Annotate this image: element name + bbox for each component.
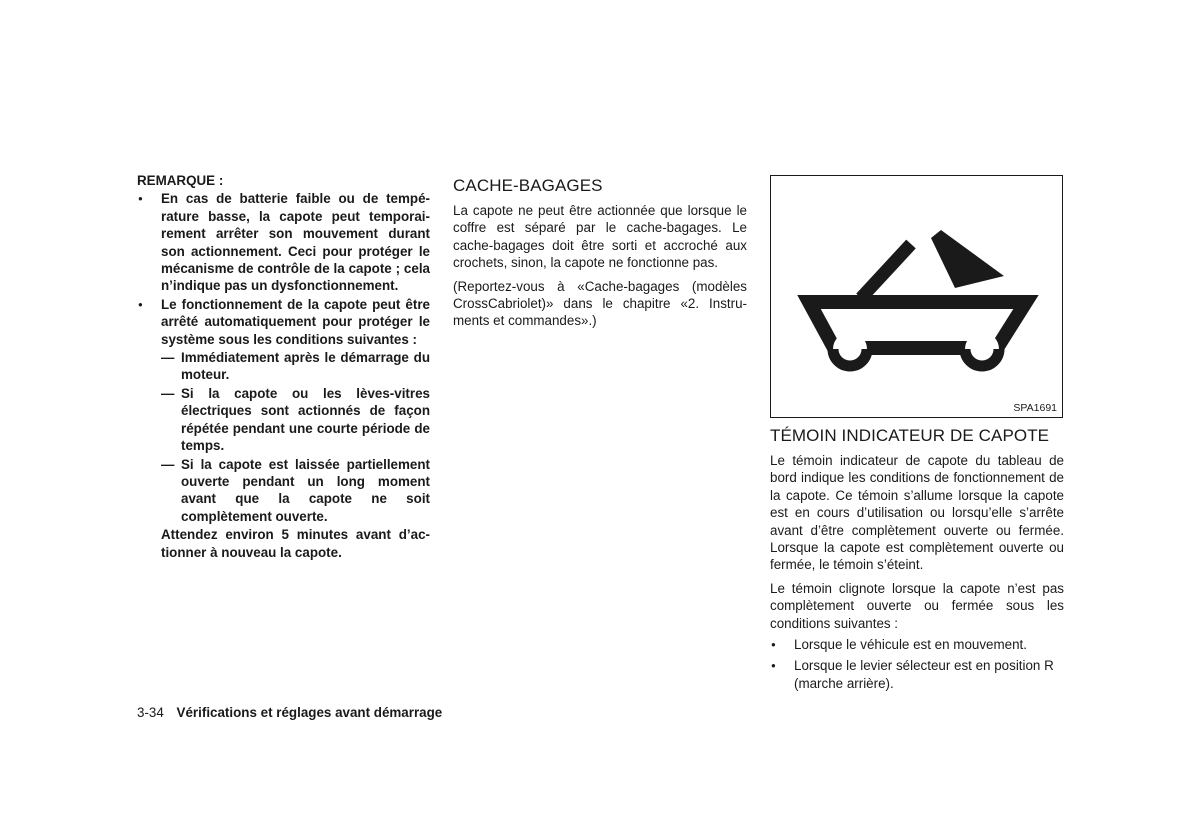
list-item [770, 657, 1064, 692]
note-bullet-2-text: Le fonctionnement de la capote peut être arrêté automatiquement pour protéger le système sous les conditions suivantes : [161, 296, 430, 347]
bullet-icon: ● [771, 640, 776, 650]
figure-box [770, 175, 1063, 418]
bullet-icon: ● [138, 299, 143, 309]
figure-code: SPA1691 [1013, 402, 1057, 414]
dash-icon: — [161, 385, 175, 401]
section-heading: CACHE-BAGAGES [453, 176, 603, 195]
list-item-text: Lorsque le véhicule est en mouvement. [794, 637, 1027, 653]
list-item [770, 636, 1064, 653]
dash-icon: — [161, 350, 175, 366]
conditions-list [161, 349, 430, 525]
condition-item-2 [161, 385, 430, 455]
note-closing: Attendez environ 5 minutes avant d’actionner à nouveau la capote. [161, 527, 430, 560]
note-bullet-1 [137, 190, 430, 294]
dash-icon: — [161, 456, 175, 472]
page-number: 3-34 [137, 705, 164, 720]
note-heading: REMARQUE : [137, 173, 224, 188]
list-item-text: Lorsque le levier sélecteur est en position R (marche arrière). [794, 658, 1054, 691]
remarque-note [137, 172, 430, 561]
condition-item-1-text: Immédiatement après le démarrage du moteur. [181, 350, 430, 383]
condition-item-3-text: Si la capote est laissée partiellement ouverte pendant un long moment avant que la capote ne soit complètement ouverte. [181, 456, 430, 524]
section-heading: TÉMOIN INDICATEUR DE CAPOTE [770, 426, 1050, 445]
convertible-top-indicator-icon [771, 176, 1062, 417]
paragraph: Le témoin indicateur de capote du tableau de bord indique les conditions de fonctionnement de la capote. Ce témoin s’allume lorsque la capote est en cours d’utilisation ou lorsqu’elle s’arrête avant d’être complètement ouverte ou fermée. Lorsque la capote est complètement ouverte ou fermée, le témoin s’éteint. [770, 453, 1064, 573]
condition-item-3 [161, 456, 430, 526]
temoin-section [770, 426, 1064, 692]
chapter-title: Vérifications et réglages avant démarrage [176, 705, 443, 720]
note-bullet-1-text: En cas de batterie faible ou de température basse, la capote peut temporairement arrêter son mouvement durant son actionnement. Ceci pour protéger le mécanisme de contrôle de la capote ; cela n’indique pas un dysfonctionnement. [161, 191, 430, 294]
cache-bagages-section [453, 176, 747, 330]
page-footer [137, 704, 442, 721]
paragraph: La capote ne peut être actionnée que lorsque le coffre est séparé par le cache-bagages. Le cache-bagages doit être sorti et accroché aux crochets, sinon, la capote ne fonctionne pas. [453, 203, 747, 271]
reference-paragraph: (Reportez-vous à «Cache-bagages (modèles CrossCabriolet)» dans le chapitre «2. Instruments et commandes».) [453, 278, 747, 329]
note-bullet-2 [137, 296, 430, 525]
paragraph: Le témoin clignote lorsque la capote n’est pas complètement ouverte ou fermée sous les conditions suivantes : [770, 580, 1064, 631]
bullet-icon: ● [138, 194, 143, 204]
condition-item-1 [161, 349, 430, 384]
bullet-icon: ● [771, 661, 776, 671]
condition-item-2-text: Si la capote ou les lèves-vitres électriques sont actionnés de façon répétée pendant une courte période de temps. [181, 385, 430, 454]
